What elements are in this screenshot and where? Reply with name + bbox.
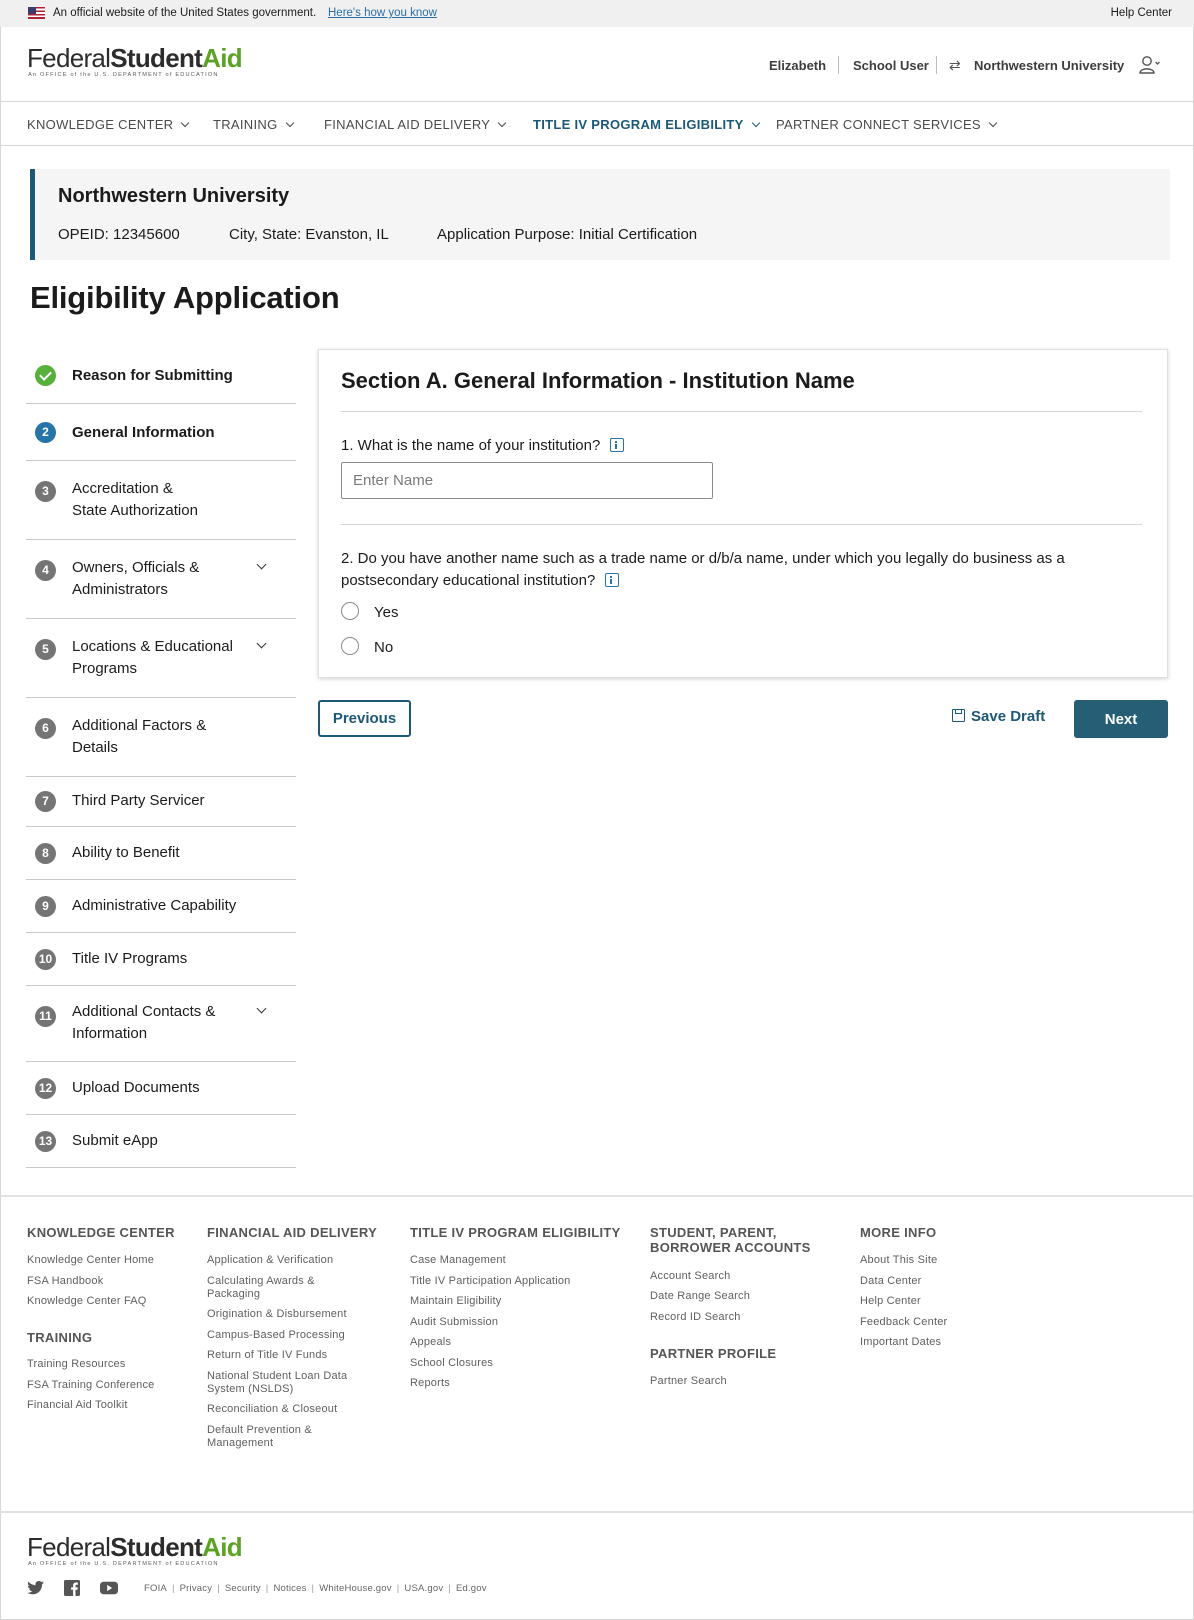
- user-role[interactable]: School User: [853, 58, 929, 73]
- city-state: City, State: Evanston, IL: [229, 226, 389, 243]
- step-ability-to-benefit[interactable]: [26, 827, 296, 880]
- footer-link[interactable]: School Closures: [410, 1357, 494, 1369]
- step-label: Submit eApp: [72, 1132, 158, 1149]
- link-separator: |: [265, 1583, 269, 1594]
- logo-word-student: Student: [110, 43, 203, 73]
- footer-link[interactable]: Origination & Disbursement: [207, 1308, 347, 1320]
- step-number: 13: [35, 1131, 56, 1152]
- step-locations-programs[interactable]: [26, 619, 296, 698]
- yes-radio[interactable]: [341, 602, 359, 620]
- header-divider: [838, 56, 839, 74]
- question-2-label-line: postsecondary educational institution?: [341, 572, 596, 589]
- save-icon: [952, 709, 965, 722]
- gov-banner: [0, 0, 1194, 27]
- step-additional-factors[interactable]: [26, 698, 296, 777]
- question-2-label-line: 2. Do you have another name such as a trade name or d/b/a name, under which you legally do business as a: [341, 550, 1065, 567]
- nav-divider-line: [0, 145, 1194, 146]
- footer-link[interactable]: Return of Title IV Funds: [207, 1349, 328, 1361]
- step-third-party-servicer[interactable]: [26, 777, 296, 827]
- footer-link[interactable]: Maintain Eligibility: [410, 1295, 502, 1307]
- step-label-line: Accreditation &: [72, 480, 173, 497]
- chevron-down-icon: [181, 119, 189, 127]
- logo-word-aid: Aid: [202, 43, 242, 73]
- step-label: Administrative Capability: [72, 897, 237, 914]
- question-divider: [341, 524, 1142, 525]
- footer-link[interactable]: System (NSLDS): [207, 1383, 294, 1395]
- step-additional-contacts[interactable]: [26, 986, 296, 1062]
- step-accreditation[interactable]: [26, 461, 296, 540]
- footer-link[interactable]: National Student Loan Data: [207, 1370, 348, 1382]
- section-title: Section A. General Information - Institution Name: [341, 368, 855, 393]
- chevron-down-icon[interactable]: [257, 1004, 267, 1014]
- footer-link[interactable]: Training Resources: [27, 1358, 126, 1370]
- footer-link[interactable]: Record ID Search: [650, 1311, 741, 1323]
- link-separator: |: [217, 1583, 220, 1594]
- logo-tagline: An OFFICE of the U.S. DEPARTMENT of EDUCATION: [28, 72, 219, 78]
- footer-link[interactable]: Help Center: [860, 1295, 921, 1307]
- step-label-line: Owners, Officials &: [72, 559, 200, 576]
- footer-link[interactable]: Application & Verification: [207, 1254, 334, 1266]
- foia-link[interactable]: FOIA: [144, 1583, 167, 1594]
- step-label: Upload Documents: [72, 1079, 200, 1096]
- footer-link[interactable]: Campus-Based Processing: [207, 1329, 345, 1341]
- header-divider: [936, 56, 937, 74]
- footer-divider: [0, 1195, 1194, 1197]
- footer-link[interactable]: Financial Aid Toolkit: [27, 1399, 128, 1411]
- footer-link[interactable]: Knowledge Center Home: [27, 1254, 155, 1266]
- chevron-down-icon: [285, 119, 293, 127]
- step-number: 12: [35, 1078, 56, 1099]
- step-general-information[interactable]: [26, 404, 296, 461]
- footer-heading-fad: FINANCIAL AID DELIVERY: [207, 1225, 378, 1240]
- save-draft-label: Save Draft: [971, 708, 1046, 725]
- user-account-icon[interactable]: [1138, 54, 1160, 76]
- step-number: 7: [35, 791, 56, 812]
- footer-link[interactable]: Date Range Search: [650, 1290, 751, 1302]
- step-number: 3: [35, 481, 56, 502]
- step-label: [72, 715, 206, 759]
- logo-word-federal: Federal: [27, 43, 111, 73]
- link-separator: |: [396, 1583, 400, 1594]
- footer-heading-training: TRAINING: [27, 1330, 93, 1345]
- footer-link[interactable]: Feedback Center: [860, 1316, 948, 1328]
- step-number: 2: [35, 422, 56, 443]
- nav-training[interactable]: [213, 117, 293, 132]
- notices-link[interactable]: Notices: [273, 1583, 307, 1594]
- step-label: Third Party Servicer: [72, 792, 205, 809]
- institution-name: Northwestern University: [58, 185, 290, 207]
- privacy-link[interactable]: Privacy: [179, 1583, 213, 1594]
- footer-bottom-links: [144, 1583, 487, 1594]
- nav-partner-connect[interactable]: [776, 117, 996, 132]
- footer-heading-line: STUDENT, PARENT,: [650, 1225, 777, 1240]
- footer-link[interactable]: Partner Search: [650, 1375, 727, 1387]
- whitehouse-link[interactable]: WhiteHouse.gov: [319, 1583, 392, 1594]
- step-number: 6: [35, 718, 56, 739]
- step-submit-eapp[interactable]: [26, 1115, 296, 1168]
- step-number: 5: [35, 639, 56, 660]
- form-card: [318, 349, 1168, 678]
- step-label-line: State Authorization: [72, 502, 198, 519]
- footer-link[interactable]: FSA Handbook: [27, 1275, 104, 1287]
- opeid: OPEID: 12345600: [58, 226, 180, 243]
- nav-title-iv-eligibility[interactable]: [533, 117, 759, 132]
- user-name[interactable]: Elizabeth: [769, 58, 827, 73]
- yes-radio-label[interactable]: Yes: [374, 604, 399, 621]
- footer-link[interactable]: Audit Submission: [410, 1316, 499, 1328]
- step-owners-officials[interactable]: [26, 540, 296, 619]
- section-divider: [341, 411, 1142, 412]
- us-flag-icon: [28, 7, 45, 19]
- no-radio[interactable]: [341, 637, 359, 655]
- how-you-know-link[interactable]: Here's how you know: [328, 7, 437, 19]
- footer-link[interactable]: Data Center: [860, 1275, 922, 1287]
- footer-heading-more-info: MORE INFO: [860, 1225, 937, 1240]
- application-purpose: Application Purpose: Initial Certification: [437, 226, 698, 243]
- footer-heading-knowledge: KNOWLEDGE CENTER: [27, 1225, 175, 1240]
- question-1: [341, 435, 624, 457]
- step-number: 11: [35, 1006, 56, 1027]
- logo-tagline: An OFFICE of the U.S. DEPARTMENT of EDUCATION: [28, 1561, 219, 1567]
- footer-link[interactable]: About This Site: [860, 1254, 938, 1266]
- page-title: Eligibility Application: [30, 280, 340, 315]
- footer-link[interactable]: FSA Training Conference: [27, 1379, 155, 1391]
- nav-label: TRAINING: [213, 117, 278, 132]
- footer-link[interactable]: Packaging: [207, 1288, 261, 1300]
- footer-link[interactable]: Reports: [410, 1377, 450, 1389]
- switch-org-link[interactable]: Northwestern University: [974, 58, 1125, 73]
- question-2: [341, 548, 1065, 592]
- footer-link[interactable]: Knowledge Center FAQ: [27, 1295, 147, 1307]
- switch-org-icon[interactable]: ⇄: [949, 57, 961, 73]
- step-label-line: Locations & Educational: [72, 638, 233, 655]
- link-separator: |: [171, 1583, 175, 1594]
- step-number: 4: [35, 560, 56, 581]
- footer-link[interactable]: Calculating Awards &: [207, 1275, 315, 1287]
- official-site-text: An official website of the United States government.: [53, 7, 317, 19]
- chevron-down-icon: [751, 119, 759, 127]
- step-number: 8: [35, 843, 56, 864]
- step-label: Title IV Programs: [72, 950, 188, 967]
- chevron-down-icon[interactable]: [257, 560, 267, 570]
- footer-heading-title-iv: TITLE IV PROGRAM ELIGIBILITY: [410, 1225, 621, 1240]
- usa-gov-link[interactable]: USA.gov: [404, 1583, 444, 1594]
- security-link[interactable]: Security: [224, 1583, 261, 1594]
- footer-link[interactable]: Default Prevention &: [207, 1424, 312, 1436]
- step-label-line: Additional Factors &: [72, 717, 207, 734]
- nav-label: KNOWLEDGE CENTER: [27, 117, 174, 132]
- nav-label: PARTNER CONNECT SERVICES: [776, 117, 981, 132]
- logo-word-aid: Aid: [202, 1532, 242, 1562]
- footer-link[interactable]: Case Management: [410, 1254, 506, 1266]
- chevron-down-icon: [498, 119, 506, 127]
- logo-word-student: Student: [110, 1532, 203, 1562]
- institution-name-input[interactable]: [341, 462, 713, 499]
- link-separator: |: [311, 1583, 315, 1594]
- step-label: General Information: [72, 424, 215, 441]
- help-center-link[interactable]: Help Center: [1110, 7, 1172, 19]
- footer-heading-partner: PARTNER PROFILE: [650, 1346, 777, 1361]
- logo-word-federal: Federal: [27, 1532, 111, 1562]
- footer-link[interactable]: Account Search: [650, 1270, 731, 1282]
- footer-link[interactable]: Management: [207, 1437, 274, 1449]
- previous-button[interactable]: Previous: [318, 700, 411, 737]
- nav-label: FINANCIAL AID DELIVERY: [324, 117, 491, 132]
- header-divider-line: [0, 101, 1194, 102]
- info-icon[interactable]: [610, 438, 624, 452]
- twitter-icon[interactable]: [27, 1580, 45, 1596]
- step-label: [72, 557, 199, 601]
- step-label-line: Details: [72, 739, 118, 756]
- step-title-iv-programs[interactable]: [26, 933, 296, 986]
- step-number: 10: [35, 949, 56, 970]
- footer-link[interactable]: Appeals: [410, 1336, 452, 1348]
- footer-link[interactable]: Title IV Participation Application: [410, 1275, 571, 1287]
- step-label: [72, 636, 233, 680]
- footer-heading-borrower: [650, 1225, 811, 1255]
- step-label: [72, 478, 198, 522]
- nav-label: TITLE IV PROGRAM ELIGIBILITY: [533, 117, 744, 132]
- facebook-icon[interactable]: [63, 1580, 81, 1596]
- step-label-line: Administrators: [72, 581, 168, 598]
- chevron-down-icon[interactable]: [257, 639, 267, 649]
- step-label: Reason for Submitting: [72, 367, 233, 384]
- step-label-line: Programs: [72, 660, 138, 677]
- footer-bottom-divider: [0, 1511, 1194, 1513]
- step-number: 9: [35, 896, 56, 917]
- step-label: Ability to Benefit: [72, 844, 180, 861]
- fsa-logo[interactable]: [27, 43, 242, 78]
- footer-heading-line: BORROWER ACCOUNTS: [650, 1240, 811, 1255]
- check-icon: [35, 365, 56, 386]
- info-icon[interactable]: [605, 573, 619, 587]
- nav-financial-aid-delivery[interactable]: [324, 117, 505, 132]
- nav-knowledge-center[interactable]: [27, 117, 188, 132]
- step-upload-documents[interactable]: [26, 1062, 296, 1115]
- step-label: [72, 1001, 215, 1045]
- footer-link[interactable]: Reconciliation & Closeout: [207, 1403, 338, 1415]
- question-1-label: 1. What is the name of your institution?: [341, 437, 601, 454]
- next-button[interactable]: Next: [1074, 700, 1168, 738]
- step-administrative-capability[interactable]: [26, 880, 296, 933]
- link-separator: |: [448, 1583, 451, 1594]
- save-draft-button[interactable]: [952, 708, 1045, 725]
- no-radio-label[interactable]: No: [374, 639, 394, 656]
- youtube-icon[interactable]: [100, 1580, 118, 1596]
- ed-gov-link[interactable]: Ed.gov: [455, 1583, 487, 1594]
- footer-link[interactable]: Important Dates: [860, 1336, 942, 1348]
- footer-fsa-logo[interactable]: [27, 1532, 242, 1567]
- institution-summary: [30, 169, 1170, 260]
- chevron-down-icon: [989, 119, 997, 127]
- step-reason-for-submitting[interactable]: [26, 348, 296, 404]
- step-label-line: Additional Contacts &: [72, 1003, 216, 1020]
- step-label-line: Information: [72, 1025, 148, 1042]
